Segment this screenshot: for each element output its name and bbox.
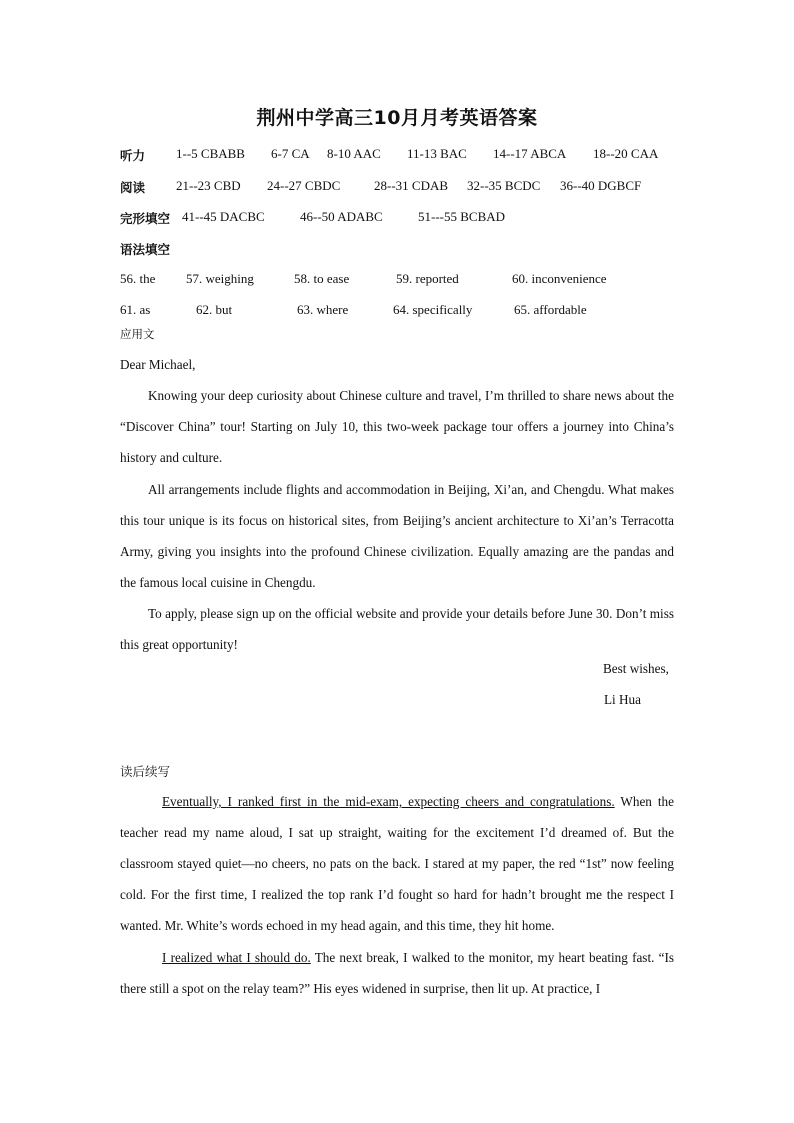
grammar-label-row — [120, 240, 170, 258]
continuation-label-row — [120, 762, 170, 780]
grammar-item: 65. affordable — [514, 302, 587, 317]
listening-item: 6-7 CA — [271, 146, 310, 161]
grammar-item: 59. reported — [396, 271, 459, 286]
cloze-item: 51---55 BCBAD — [418, 209, 506, 224]
continuation-label: 读后续写 — [120, 764, 171, 779]
listening-item: 18--20 CAA — [593, 146, 659, 161]
letter-closing: Best wishes, — [603, 661, 669, 676]
grammar-item: 61. as — [120, 302, 151, 317]
listening-item: 11-13 BAC — [407, 146, 467, 161]
cloze-row — [120, 209, 506, 227]
reading-row — [120, 178, 642, 196]
continuation-lead-sentence-1: Eventually, I ranked first in the mid-exam, expecting cheers and congratulations. — [162, 794, 615, 809]
continuation-paragraph-2 — [120, 942, 674, 1004]
listening-item: 8-10 AAC — [327, 146, 381, 161]
cloze-item: 41--45 DACBC — [182, 209, 265, 224]
grammar-item: 62. but — [196, 302, 233, 317]
letter-paragraph-3: To apply, please sign up on the official website and provide your details before June 30. Don’t miss this great opportunity! — [120, 606, 674, 652]
cloze-item: 46--50 ADABC — [300, 209, 383, 224]
listening-item: 14--17 ABCA — [493, 146, 567, 161]
grammar-label: 语法填空 — [120, 242, 171, 257]
grammar-item: 58. to ease — [294, 271, 350, 286]
listening-row — [120, 146, 659, 164]
grammar-item: 63. where — [297, 302, 349, 317]
continuation-text-1: When the teacher read my name aloud, I sat up straight, waiting for the excitement I’d dreamed of. But the classroom stayed quiet—no cheers, no pats on the back. I stared at my paper, the red “1st” now feeling cold. For the first time, I realized the top rank I’d fought so hard for hadn’t brought me the respect I wanted. Mr. White’s words echoed in my head again, and this time, they hit home. — [120, 794, 674, 933]
letter-paragraph-2: All arrangements include flights and accommodation in Beijing, Xi’an, and Chengdu. What makes this tour unique is its focus on historical sites, from Beijing’s ancient architecture to Xi’an’s Terracotta Army, giving you insights into the profound Chinese civilization. Equally amazing are the pandas and the famous local cuisine in Chengdu. — [120, 482, 674, 590]
reading-item: 28--31 CDAB — [374, 178, 449, 193]
applied-label: 应用文 — [120, 327, 155, 341]
cloze-label: 完形填空 — [120, 211, 171, 226]
reading-item: 36--40 DGBCF — [560, 178, 642, 193]
grammar-item: 57. weighing — [186, 271, 254, 286]
reading-item: 21--23 CBD — [176, 178, 241, 193]
grammar-item: 56. the — [120, 271, 156, 286]
letter-paragraph-1: Knowing your deep curiosity about Chinese culture and travel, I’m thrilled to share news about the “Discover China” tour! Starting on July 10, this two-week package tour offers a journey into China’s history and culture. — [120, 388, 674, 465]
grammar-item: 64. specifically — [393, 302, 473, 317]
listening-item: 1--5 CBABB — [176, 146, 245, 161]
letter-signature: Li Hua — [604, 692, 641, 707]
continuation-text-2: The next break, I walked to the monitor, my heart beating fast. “Is there still a spot on the relay team?” His eyes widened in surprise, then lit up. At practice, I — [120, 950, 674, 996]
reading-label: 阅读 — [120, 180, 146, 195]
reading-item: 32--35 BCDC — [467, 178, 541, 193]
grammar-item: 60. inconvenience — [512, 271, 607, 286]
continuation-lead-sentence-2: I realized what I should do. — [162, 950, 311, 965]
continuation-paragraph-1 — [120, 786, 674, 941]
applied-label-row — [120, 326, 155, 342]
listening-label: 听力 — [120, 148, 146, 163]
page-title: 荆州中学高三10月月考英语答案 — [256, 107, 538, 129]
reading-item: 24--27 CBDC — [267, 178, 341, 193]
letter-greeting: Dear Michael, — [120, 357, 196, 372]
